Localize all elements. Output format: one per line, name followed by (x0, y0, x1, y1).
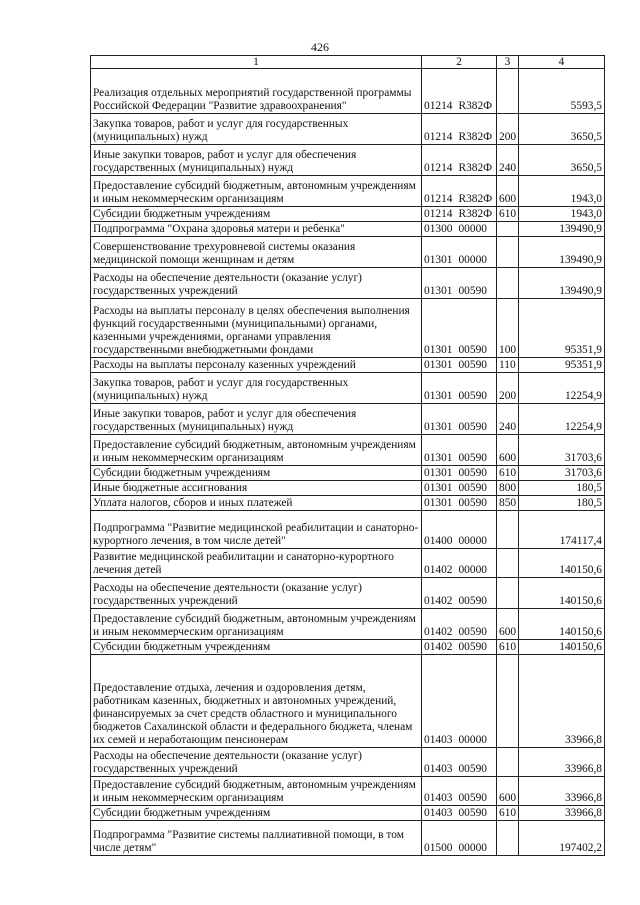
row-code-direction: 00000 (458, 535, 487, 547)
row-expense-type: 610 (497, 466, 519, 481)
row-code-program: 01400 (424, 535, 453, 547)
row-code (422, 358, 497, 373)
table-row (91, 748, 605, 777)
row-code-direction: R382Ф (458, 100, 493, 112)
row-code (422, 435, 497, 466)
row-expense-type: 600 (497, 176, 519, 207)
row-code (422, 207, 497, 222)
row-code (422, 806, 497, 821)
row-amount: 140150,6 (519, 578, 605, 609)
row-expense-type (497, 578, 519, 609)
row-code-program: 01301 (424, 467, 453, 479)
row-code-program: 01403 (424, 792, 453, 804)
row-name: Развитие медицинской реабилитации и санаторно-курортного лечения детей (91, 549, 422, 578)
row-name: Расходы на выплаты персоналу казенных учреждений (91, 358, 422, 373)
row-code-direction: 00590 (458, 390, 487, 402)
row-code-program: 01500 (424, 842, 453, 854)
row-amount: 31703,6 (519, 466, 605, 481)
row-code-direction: 00590 (458, 497, 487, 509)
row-code-direction: 00590 (458, 763, 487, 775)
row-name: Подпрограмма "Развитие медицинской реабилитации и санаторно-курортного лечения, в том числе детей" (91, 511, 422, 549)
row-name: Реализация отдельных мероприятий государственной программы Российской Федерации "Развитие здравоохранения" (91, 69, 422, 114)
row-name: Подпрограмма "Охрана здоровья матери и ребенка" (91, 222, 422, 237)
row-code (422, 404, 497, 435)
row-code-direction: 00000 (458, 254, 487, 266)
row-name: Предоставление субсидий бюджетным, автономным учреждениям и иным некоммерческим организациям (91, 777, 422, 806)
row-amount: 31703,6 (519, 435, 605, 466)
row-name: Предоставление субсидий бюджетным, автономным учреждениям и иным некоммерческим организациям (91, 176, 422, 207)
row-code (422, 114, 497, 145)
row-code (422, 777, 497, 806)
row-expense-type (497, 268, 519, 299)
row-expense-type: 850 (497, 496, 519, 511)
row-name: Уплата налогов, сборов и иных платежей (91, 496, 422, 511)
table-row (91, 207, 605, 222)
row-name: Субсидии бюджетным учреждениям (91, 640, 422, 655)
row-amount: 95351,9 (519, 358, 605, 373)
row-amount: 33966,8 (519, 777, 605, 806)
row-code-program: 01402 (424, 626, 453, 638)
column-header: 4 (519, 56, 605, 69)
row-code (422, 373, 497, 404)
row-code-program: 01402 (424, 564, 453, 576)
row-name: Закупка товаров, работ и услуг для государственных (муниципальных) нужд (91, 373, 422, 404)
row-expense-type (497, 748, 519, 777)
row-code-program: 01214 (424, 131, 453, 143)
row-code-direction: R382Ф (458, 131, 493, 143)
row-code-program: 01403 (424, 763, 453, 775)
row-name: Субсидии бюджетным учреждениям (91, 207, 422, 222)
row-expense-type: 110 (497, 358, 519, 373)
row-code-program: 01402 (424, 641, 453, 653)
row-amount: 3650,5 (519, 145, 605, 176)
row-code (422, 237, 497, 268)
row-code-program: 01300 (424, 223, 453, 235)
row-code-direction: 00590 (458, 807, 487, 819)
row-expense-type: 600 (497, 609, 519, 640)
table-row (91, 511, 605, 549)
column-header: 3 (497, 56, 519, 69)
row-code-direction: 00590 (458, 792, 487, 804)
row-code-direction: 00590 (458, 359, 487, 371)
row-amount: 139490,9 (519, 237, 605, 268)
row-amount: 1943,0 (519, 207, 605, 222)
table-row (91, 640, 605, 655)
page-number: 426 (311, 40, 329, 54)
row-expense-type: 600 (497, 435, 519, 466)
row-code-direction: 00000 (458, 842, 487, 854)
row-amount: 197402,2 (519, 821, 605, 856)
row-code-direction: R382Ф (458, 193, 493, 205)
row-code (422, 821, 497, 856)
row-amount: 139490,9 (519, 268, 605, 299)
row-amount: 12254,9 (519, 404, 605, 435)
row-code-program: 01301 (424, 285, 453, 297)
column-header: 2 (422, 56, 497, 69)
row-expense-type: 610 (497, 640, 519, 655)
row-code-direction: 00000 (458, 564, 487, 576)
row-expense-type (497, 222, 519, 237)
row-amount: 3650,5 (519, 114, 605, 145)
row-code (422, 655, 497, 748)
table-row (91, 609, 605, 640)
table-row (91, 806, 605, 821)
row-expense-type: 240 (497, 145, 519, 176)
row-expense-type: 610 (497, 806, 519, 821)
column-header: 1 (91, 56, 422, 69)
table-row (91, 821, 605, 856)
row-expense-type (497, 549, 519, 578)
table-row (91, 435, 605, 466)
table-row (91, 268, 605, 299)
row-code (422, 69, 497, 114)
row-code-direction: 00590 (458, 626, 487, 638)
row-code-direction: 00590 (458, 452, 487, 464)
row-expense-type (497, 69, 519, 114)
row-code-program: 01301 (424, 452, 453, 464)
row-code-program: 01402 (424, 595, 453, 607)
row-name: Подпрограмма "Развитие системы паллиативной помощи, в том числе детям" (91, 821, 422, 856)
row-code-program: 01301 (424, 254, 453, 266)
row-code (422, 640, 497, 655)
row-code (422, 466, 497, 481)
row-name: Иные закупки товаров, работ и услуг для обеспечения государственных (муниципальных) нужд (91, 145, 422, 176)
row-name: Расходы на обеспечение деятельности (оказание услуг) государственных учреждений (91, 748, 422, 777)
row-name: Иные закупки товаров, работ и услуг для обеспечения государственных (муниципальных) нужд (91, 404, 422, 435)
row-amount: 140150,6 (519, 609, 605, 640)
row-code-program: 01301 (424, 344, 453, 356)
row-amount: 33966,8 (519, 806, 605, 821)
row-expense-type (497, 821, 519, 856)
row-code (422, 299, 497, 358)
row-name: Закупка товаров, работ и услуг для государственных (муниципальных) нужд (91, 114, 422, 145)
row-name: Предоставление субсидий бюджетным, автономным учреждениям и иным некоммерческим организациям (91, 609, 422, 640)
row-amount: 140150,6 (519, 640, 605, 655)
row-code-direction: 00590 (458, 641, 487, 653)
table-row (91, 237, 605, 268)
row-amount: 1943,0 (519, 176, 605, 207)
row-code-program: 01301 (424, 359, 453, 371)
table-row (91, 578, 605, 609)
row-expense-type: 240 (497, 404, 519, 435)
row-code (422, 222, 497, 237)
row-code (422, 176, 497, 207)
row-amount: 33966,8 (519, 655, 605, 748)
row-name: Иные бюджетные ассигнования (91, 481, 422, 496)
row-name: Расходы на обеспечение деятельности (оказание услуг) государственных учреждений (91, 578, 422, 609)
table-row (91, 222, 605, 237)
row-code-program: 01301 (424, 497, 453, 509)
row-expense-type (497, 655, 519, 748)
row-code-program: 01214 (424, 162, 453, 174)
row-code-direction: R382Ф (458, 208, 493, 220)
row-expense-type: 600 (497, 777, 519, 806)
row-code (422, 481, 497, 496)
row-amount: 180,5 (519, 496, 605, 511)
row-code (422, 511, 497, 549)
row-expense-type (497, 237, 519, 268)
row-amount: 95351,9 (519, 299, 605, 358)
row-name: Субсидии бюджетным учреждениям (91, 806, 422, 821)
row-name: Предоставление субсидий бюджетным, автономным учреждениям и иным некоммерческим организациям (91, 435, 422, 466)
table-row (91, 69, 605, 114)
row-code-direction: R382Ф (458, 162, 493, 174)
budget-table (90, 55, 605, 856)
table-row (91, 176, 605, 207)
row-code (422, 609, 497, 640)
row-name: Расходы на выплаты персоналу в целях обеспечения выполнения функций государственными (муниципальными) органами, казенными учреждениями, органами управления государственными внебюджетными фондами (91, 299, 422, 358)
row-code-program: 01301 (424, 482, 453, 494)
table-row (91, 373, 605, 404)
table-row (91, 114, 605, 145)
row-code-program: 01403 (424, 807, 453, 819)
row-code-program: 01301 (424, 421, 453, 433)
row-expense-type: 610 (497, 207, 519, 222)
table-row (91, 496, 605, 511)
row-code-program: 01214 (424, 208, 453, 220)
row-amount: 5593,5 (519, 69, 605, 114)
row-code (422, 748, 497, 777)
row-code-direction: 00000 (458, 223, 487, 235)
table-row (91, 549, 605, 578)
row-expense-type: 100 (497, 299, 519, 358)
row-amount: 33966,8 (519, 748, 605, 777)
row-code (422, 145, 497, 176)
row-code-program: 01403 (424, 734, 453, 746)
row-name: Предоставление отдыха, лечения и оздоровления детям, работникам казенных, бюджетных и автономных учреждений, финансируемых за счет средств областного и муниципального бюджетов Сахалинской области и федерального бюджета, членам их семей и неработающим пенсионерам (91, 655, 422, 748)
row-code-program: 01301 (424, 390, 453, 402)
table-row (91, 145, 605, 176)
row-amount: 139490,9 (519, 222, 605, 237)
row-code (422, 268, 497, 299)
row-expense-type: 200 (497, 373, 519, 404)
table-row (91, 777, 605, 806)
table-row (91, 466, 605, 481)
row-name: Субсидии бюджетным учреждениям (91, 466, 422, 481)
row-code-program: 01214 (424, 100, 453, 112)
row-code-direction: 00590 (458, 482, 487, 494)
row-code-direction: 00000 (458, 734, 487, 746)
row-expense-type (497, 511, 519, 549)
row-expense-type: 800 (497, 481, 519, 496)
row-code (422, 549, 497, 578)
row-code-direction: 00590 (458, 595, 487, 607)
table-row (91, 358, 605, 373)
row-code-direction: 00590 (458, 467, 487, 479)
table-row (91, 299, 605, 358)
row-name: Расходы на обеспечение деятельности (оказание услуг) государственных учреждений (91, 268, 422, 299)
row-amount: 12254,9 (519, 373, 605, 404)
row-code (422, 496, 497, 511)
table-row (91, 481, 605, 496)
row-code-direction: 00590 (458, 285, 487, 297)
row-amount: 174117,4 (519, 511, 605, 549)
row-amount: 140150,6 (519, 549, 605, 578)
row-name: Совершенствование трехуровневой системы оказания медицинской помощи женщинам и детям (91, 237, 422, 268)
table-header-row (91, 56, 605, 69)
row-expense-type: 200 (497, 114, 519, 145)
row-code (422, 578, 497, 609)
table-row (91, 404, 605, 435)
table-row (91, 655, 605, 748)
row-code-direction: 00590 (458, 421, 487, 433)
row-code-program: 01214 (424, 193, 453, 205)
row-amount: 180,5 (519, 481, 605, 496)
row-code-direction: 00590 (458, 344, 487, 356)
